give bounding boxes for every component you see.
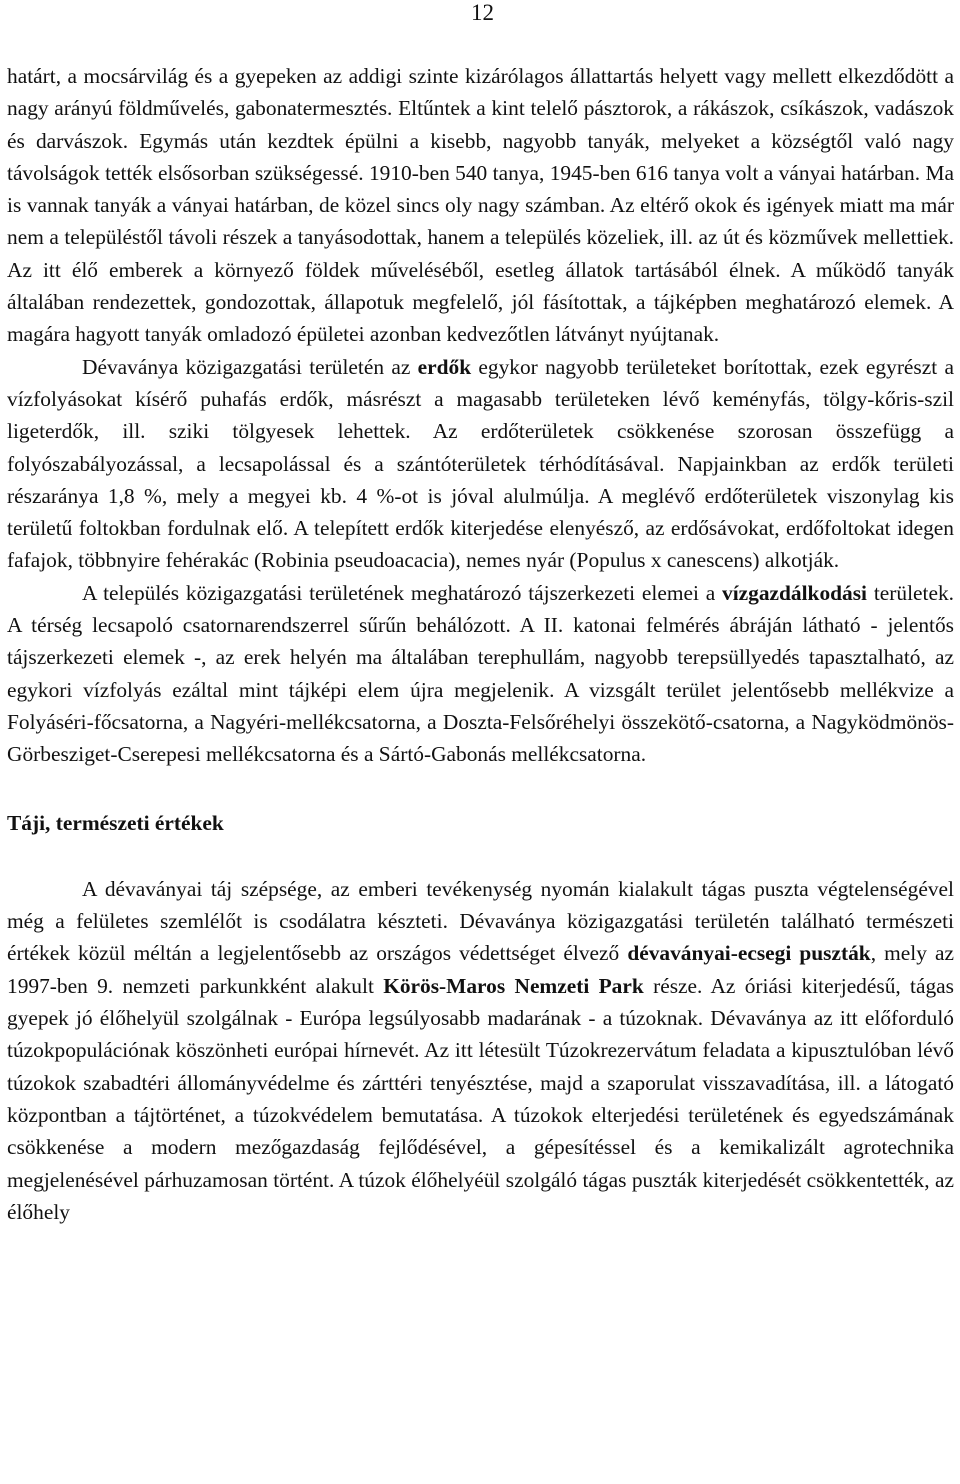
paragraph-text: Dévaványa közigazgatási területén az <box>82 354 418 379</box>
page-number: 12 <box>471 0 494 25</box>
paragraph-text: , mely az 1997-ben 9. nemzeti parkunkként alakult <box>7 941 954 998</box>
paragraph-text: határt, a mocsárvilág és a gyepeken az addigi szinte kizárólagos állattartás helyett vagy mellett elkezdődött a nagy arányú földművelés, gabonatermesztés. Eltűntek a kint telelő pásztorok, a rákászok, csíkászok, vadászok és darvászok. Egymás után kezdtek épülni a kisebb, nagyobb tanyák, melyeket a községtől való nagy távolságok tették elsősorban szükségessé. 1910-ben 540 tanya, 1945-ben 616 tanya volt a ványai határban. Ma is vannak tanyák a ványai határban, de közel sincs oly nagy számban. Az eltérő okok és igények miatt ma már nem a településtől távoli részek a tanyásodottak, hanem a település közeliek, ill. az út és közművek mellettiek. Az itt élő emberek a környező földek műveléséből, esetleg állatok tartásából élnek. A működő tanyák általában rendezettek, gondozottak, állapotuk megfelelő, jól fásítottak, a tájképben meghatározó elemek. A magára hagyott tanyák omladozó épületei azonban kedvezőtlen látványt nyújtanak. <box>7 64 954 347</box>
paragraph-text: A dévaványai táj szépsége, az emberi tevékenység nyomán kialakult tágas puszta végtelenségével még a felületes szemlélőt is csodálatra készteti. Dévaványa közigazgatási területén található természeti értékek közül méltán a legjelentősebb az országos védettséget élvező <box>7 876 954 966</box>
bold-term-nemzeti-park: Körös-Maros Nemzeti Park <box>383 973 644 998</box>
paragraph-text: egykor nagyobb területeket borítottak, ezek egyrészt a vízfolyásokat kísérő puhafás erdők, másrészt a magasabb területeken lévő keményfás, tölgy-kőris-szil ligeterdők, ill. sziki tölgyesek lehettek. Az erdőterületek csökkenése szorosan összefügg a folyószabályozással, a lecsapolással és a szántóterületek térhódításával. Napjainkban az erdők területi részaránya 1,8 %, mely a megyei kb. 4 %-ot is jóval alulmúlja. A meglévő erdőterületek viszonylag kis területű foltokban fordulnak elő. A telepített erdők kiterjedése elenyésző, az erdősávokat, erdőfoltokat idegen fafajok, többnyire fehérakác (Robinia pseudoacacia), nemes nyár (Populus x canescens) alkotják. <box>7 354 954 573</box>
document-body <box>7 60 954 1228</box>
bold-term-puszta: dévaványai-ecsegi puszták <box>627 941 871 966</box>
paragraph-erdok <box>7 351 954 577</box>
bold-term-erdok: erdők <box>417 354 472 379</box>
paragraph-text: A település közigazgatási területének meghatározó tájszerkezeti elemei a <box>82 580 722 605</box>
section-title: Táji, természeti értékek <box>7 810 224 835</box>
bold-term-vizgazdalkodasi: vízgazdálkodási <box>722 580 868 605</box>
paragraph-text: része. Az óriási kiterjedésű, tágas gyepek jó élőhelyül szolgálnak - Európa legsúlyosabb madarának - a túzoknak. Dévaványa az itt előforduló túzokpopulációnak köszönheti európai hírnevét. Az itt létesült Túzokrezervátum feladata a kipusztulóban lévő túzokok szabadtéri állományvédelme és zárttéri tenyésztése, majd a szaporulat visszavadítása, ill. a látogató központban a tájtörténet, a túzokvédelem bemutatása. A túzokok elterjedési területének és egyedszámának csökkenése a modern mezőgazdaság fejlődésével, a gépesítéssel és a kemikalizált agrotechnika megjelenésével párhuzamosan történt. A túzok élőhelyéül szolgáló tágas puszták kiterjedését csökkentették, az élőhely <box>7 973 954 1224</box>
paragraph-vizgazdalkodas <box>7 577 954 771</box>
paragraph-tanyak <box>7 60 954 351</box>
paragraph-text: területek. A térség lecsapoló csatornarendszerrel sűrűn behálózott. A II. katonai felmérés ábráján látható - jelentős tájszerkezeti elemek -, az erek helyén ma általában terephullám, nagyobb terepsüllyedés tapasztalható, az egykori vízfolyás ezáltal mint tájképi elem újra megjelenik. A vizsgált terület jelentősebb mellékvize a Folyáséri-főcsatorna, a Nagyéri-mellékcsatorna, a Doszta-Felsőréhelyi összekötő-csatorna, a Nagyködmönös-Görbesziget-Cserepesi mellékcsatorna és a Sártó-Gabonás mellékcsatorna. <box>7 580 954 767</box>
paragraph-tuzok <box>7 873 954 1228</box>
